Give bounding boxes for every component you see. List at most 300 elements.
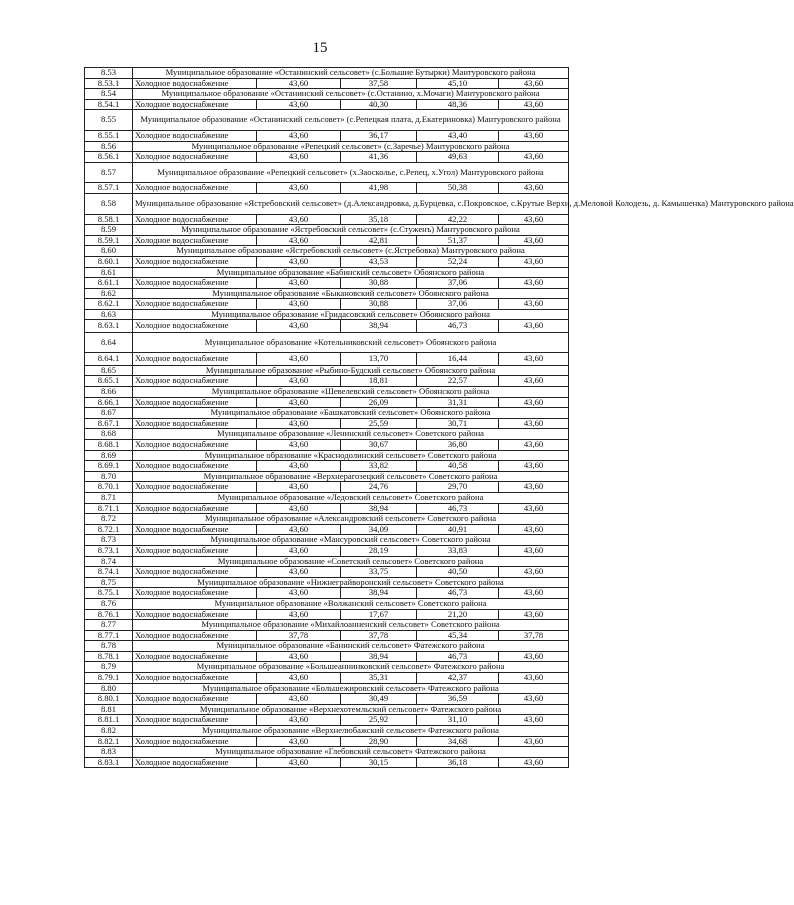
tariff-value-2: 25,59 [341,418,417,429]
tariff-value-1: 43,60 [257,736,341,747]
tariff-row [85,567,569,578]
row-number: 8.60 [85,246,133,257]
tariff-value-4: 43,60 [499,545,569,556]
row-number: 8.76 [85,598,133,609]
row-number: 8.66.1 [85,397,133,408]
row-number: 8.71 [85,492,133,503]
row-number: 8.55.1 [85,130,133,141]
tariff-value-1: 43,60 [257,320,341,332]
municipality-name: Муниципальное образование «Банинский сельсовет» Фатежского района [133,641,569,652]
row-number: 8.80.1 [85,694,133,705]
tariff-value-1: 43,60 [257,651,341,662]
tariff-row [85,256,569,267]
tariff-value-3: 22,57 [417,376,499,387]
municipality-row [85,246,569,257]
service-name: Холодное водоснабжение [133,757,257,768]
row-number: 8.82 [85,726,133,737]
tariff-value-4: 43,60 [499,214,569,225]
tariff-value-3: 45,34 [417,630,499,641]
municipality-row [85,387,569,398]
municipality-name: Муниципальное образование «Рыбино-Будский сельсовет» Обоянского района [133,365,569,376]
tariff-value-4: 43,60 [499,757,569,768]
row-number: 8.79 [85,662,133,673]
tariff-value-4: 43,60 [499,152,569,163]
tariff-value-4: 43,60 [499,440,569,451]
service-name: Холодное водоснабжение [133,78,257,89]
row-number: 8.83.1 [85,757,133,768]
tariff-value-4: 43,60 [499,567,569,578]
row-number: 8.78 [85,641,133,652]
row-number: 8.73.1 [85,545,133,556]
tariff-value-2: 28,90 [341,736,417,747]
service-name: Холодное водоснабжение [133,320,257,332]
tariff-value-3: 46,73 [417,588,499,599]
tariff-value-2: 38,94 [341,651,417,662]
service-name: Холодное водоснабжение [133,152,257,163]
tariff-row [85,673,569,684]
row-number: 8.72 [85,514,133,525]
tariff-value-4: 43,60 [499,418,569,429]
tariff-row [85,630,569,641]
tariff-row [85,353,569,365]
tariff-value-1: 43,60 [257,588,341,599]
tariff-value-3: 50,38 [417,183,499,194]
tariff-value-4: 43,60 [499,482,569,493]
service-name: Холодное водоснабжение [133,567,257,578]
tariff-value-2: 24,76 [341,482,417,493]
municipality-name: Муниципальное образование «Верхнехотемльский сельсовет» Фатежского района [133,704,569,715]
tariff-value-4: 43,60 [499,320,569,332]
row-number: 8.62 [85,288,133,299]
tariff-row [85,651,569,662]
tariff-value-2: 43,53 [341,256,417,267]
tariff-value-2: 26,09 [341,397,417,408]
tariff-value-3: 37,06 [417,299,499,310]
service-name: Холодное водоснабжение [133,256,257,267]
tariff-row [85,440,569,451]
row-number: 8.70.1 [85,482,133,493]
tariff-value-2: 30,67 [341,440,417,451]
service-name: Холодное водоснабжение [133,630,257,641]
row-number: 8.63.1 [85,320,133,332]
row-number: 8.77 [85,620,133,631]
municipality-name: Муниципальное образование «Башкатовский сельсовет» Обоянского района [133,408,569,419]
service-name: Холодное водоснабжение [133,482,257,493]
service-name: Холодное водоснабжение [133,214,257,225]
municipality-name: Муниципальное образование «Верхнерагозецкий сельсовет» Советского района [133,471,569,482]
municipality-name: Муниципальное образование «Краснодолинский сельсовет» Советского района [133,450,569,461]
service-name: Холодное водоснабжение [133,524,257,535]
tariff-value-1: 37,78 [257,630,341,641]
tariff-value-1: 43,60 [257,235,341,246]
service-name: Холодное водоснабжение [133,278,257,289]
municipality-row [85,408,569,419]
service-name: Холодное водоснабжение [133,440,257,451]
row-number: 8.56.1 [85,152,133,163]
tariff-value-3: 51,37 [417,235,499,246]
tariff-value-1: 43,60 [257,214,341,225]
tariff-value-1: 43,60 [257,524,341,535]
tariff-value-3: 52,24 [417,256,499,267]
service-name: Холодное водоснабжение [133,235,257,246]
tariff-row [85,376,569,387]
tariff-value-1: 43,60 [257,503,341,514]
service-name: Холодное водоснабжение [133,461,257,472]
service-name: Холодное водоснабжение [133,651,257,662]
service-name: Холодное водоснабжение [133,609,257,620]
row-number: 8.65 [85,365,133,376]
tariff-value-3: 36,80 [417,440,499,451]
row-number: 8.69.1 [85,461,133,472]
municipality-name: Муниципальное образование «Останинский сельсовет» (с.Останино, х.Мочаги) Мантуровского района [133,89,569,100]
tariff-row [85,524,569,535]
municipality-row [85,193,569,214]
tariff-row [85,715,569,726]
tariff-value-3: 40,50 [417,567,499,578]
row-number: 8.71.1 [85,503,133,514]
tariff-value-1: 43,60 [257,418,341,429]
page-number: 15 [312,40,328,56]
municipality-name: Муниципальное образование «Большежировский сельсовет» Фатежского района [133,683,569,694]
tariff-value-4: 37,78 [499,630,569,641]
row-number: 8.79.1 [85,673,133,684]
service-name: Холодное водоснабжение [133,588,257,599]
row-number: 8.78.1 [85,651,133,662]
tariff-value-3: 31,31 [417,397,499,408]
tariff-value-2: 18,81 [341,376,417,387]
tariff-value-3: 34,68 [417,736,499,747]
service-name: Холодное водоснабжение [133,694,257,705]
tariff-value-1: 43,60 [257,130,341,141]
tariff-row [85,320,569,332]
tariff-value-2: 33,82 [341,461,417,472]
tariff-value-4: 43,60 [499,256,569,267]
tariff-value-3: 36,59 [417,694,499,705]
tariff-value-2: 33,75 [341,567,417,578]
row-number: 8.74.1 [85,567,133,578]
tariff-value-3: 40,58 [417,461,499,472]
tariff-value-4: 43,60 [499,694,569,705]
tariff-value-2: 41,98 [341,183,417,194]
tariff-row [85,545,569,556]
tariff-value-2: 25,92 [341,715,417,726]
tariff-row [85,503,569,514]
municipality-name: Муниципальное образование «Верхнелюбажский сельсовет» Фатежского района [133,726,569,737]
municipality-name: Муниципальное образование «Ленинский сельсовет» Советского района [133,429,569,440]
municipality-name: Муниципальное образование «Котельниковский сельсовет» Обоянского района [133,332,569,353]
tariff-value-2: 37,78 [341,630,417,641]
tariff-value-2: 37,58 [341,78,417,89]
tariff-value-2: 30,15 [341,757,417,768]
row-number: 8.64 [85,332,133,353]
tariff-value-2: 38,94 [341,320,417,332]
tariff-value-3: 46,73 [417,651,499,662]
tariff-row [85,694,569,705]
tariff-value-4: 43,60 [499,715,569,726]
tariff-value-3: 46,73 [417,503,499,514]
row-number: 8.55 [85,110,133,131]
row-number: 8.62.1 [85,299,133,310]
tariff-value-3: 40,91 [417,524,499,535]
municipality-row [85,662,569,673]
tariff-value-3: 42,22 [417,214,499,225]
tariff-value-1: 43,60 [257,256,341,267]
row-number: 8.68.1 [85,440,133,451]
tariff-value-3: 31,10 [417,715,499,726]
row-number: 8.81.1 [85,715,133,726]
municipality-row [85,309,569,320]
service-name: Холодное водоснабжение [133,715,257,726]
municipality-name: Муниципальное образование «Большеаннинковский сельсовет» Фатежского района [133,662,569,673]
row-number: 8.69 [85,450,133,461]
row-number: 8.77.1 [85,630,133,641]
row-number: 8.74 [85,556,133,567]
tariff-value-1: 43,60 [257,715,341,726]
row-number: 8.66 [85,387,133,398]
service-name: Холодное водоснабжение [133,299,257,310]
tariff-row [85,461,569,472]
tariff-row [85,736,569,747]
tariff-value-1: 43,60 [257,461,341,472]
tariff-row [85,609,569,620]
tariff-row [85,418,569,429]
service-name: Холодное водоснабжение [133,130,257,141]
row-number: 8.61 [85,267,133,278]
municipality-name: Муниципальное образование «Советский сельсовет» Советского района [133,556,569,567]
tariff-value-2: 42,81 [341,235,417,246]
municipality-name: Муниципальное образование «Александровский сельсовет» Советского района [133,514,569,525]
tariff-value-1: 43,60 [257,299,341,310]
municipality-row [85,225,569,236]
tariff-value-3: 48,36 [417,99,499,110]
tariff-value-4: 43,60 [499,183,569,194]
municipality-row [85,683,569,694]
tariff-value-4: 43,60 [499,278,569,289]
tariff-value-3: 37,06 [417,278,499,289]
service-name: Холодное водоснабжение [133,503,257,514]
tariff-value-3: 45,10 [417,78,499,89]
tariff-value-2: 38,94 [341,503,417,514]
row-number: 8.58.1 [85,214,133,225]
tariff-value-1: 43,60 [257,757,341,768]
municipality-name: Муниципальное образование «Репецкий сельсовет» (х.Заосколье, с.Репец, х.Угол) Мантуровского района [133,162,569,183]
service-name: Холодное водоснабжение [133,545,257,556]
tariff-value-4: 43,60 [499,235,569,246]
tariff-value-4: 43,60 [499,78,569,89]
service-name: Холодное водоснабжение [133,376,257,387]
municipality-name: Муниципальное образование «Ледовский сельсовет» Советского района [133,492,569,503]
row-number: 8.57 [85,162,133,183]
tariff-value-2: 17,67 [341,609,417,620]
tariff-value-2: 35,18 [341,214,417,225]
tariff-value-4: 43,60 [499,736,569,747]
tariff-row [85,278,569,289]
tariff-value-1: 43,60 [257,353,341,365]
tariff-value-2: 38,94 [341,588,417,599]
municipality-row [85,429,569,440]
tariff-value-4: 43,60 [499,673,569,684]
row-number: 8.65.1 [85,376,133,387]
municipality-name: Муниципальное образование «Глебовский сельсовет» Фатежского района [133,747,569,758]
tariff-row [85,99,569,110]
municipality-name: Муниципальное образование «Гридасовский сельсовет» Обоянского района [133,309,569,320]
service-name: Холодное водоснабжение [133,397,257,408]
municipality-row [85,141,569,152]
municipality-name: Муниципальное образование «Быкановский сельсовет» Обоянского района [133,288,569,299]
municipality-row [85,620,569,631]
tariff-value-3: 16,44 [417,353,499,365]
tariff-value-4: 43,60 [499,461,569,472]
municipality-row [85,89,569,100]
municipality-row [85,726,569,737]
municipality-row [85,68,569,79]
row-number: 8.61.1 [85,278,133,289]
tariff-value-4: 43,60 [499,524,569,535]
tariff-row [85,299,569,310]
tariff-value-2: 30,49 [341,694,417,705]
municipality-name: Муниципальное образование «Ястребовский сельсовет» (с.Ястребовка) Мантуровского района [133,246,569,257]
municipality-row [85,598,569,609]
municipality-row [85,535,569,546]
tariff-row [85,78,569,89]
tariff-value-1: 43,60 [257,278,341,289]
municipality-row [85,747,569,758]
row-number: 8.72.1 [85,524,133,535]
municipality-name: Муниципальное образование «Останинский сельсовет» (с.Репецкая плата, д.Екатериновка) Мантуровского района [133,110,569,131]
row-number: 8.58 [85,193,133,214]
tariff-value-2: 34,09 [341,524,417,535]
tariff-row [85,588,569,599]
municipality-row [85,288,569,299]
tariff-value-4: 43,60 [499,503,569,514]
row-number: 8.54 [85,89,133,100]
row-number: 8.75 [85,577,133,588]
municipality-row [85,267,569,278]
tariff-value-3: 30,71 [417,418,499,429]
tariff-value-3: 36,18 [417,757,499,768]
tariff-value-1: 43,60 [257,99,341,110]
tariff-row [85,183,569,194]
tariff-value-2: 30,88 [341,299,417,310]
row-number: 8.73 [85,535,133,546]
tariff-value-3: 49,63 [417,152,499,163]
tariff-value-1: 43,60 [257,376,341,387]
tariff-value-2: 28,19 [341,545,417,556]
municipality-name: Муниципальное образование «Шевелевский сельсовет» Обоянского района [133,387,569,398]
tariff-row [85,397,569,408]
tariff-value-3: 46,73 [417,320,499,332]
municipality-row [85,577,569,588]
tariff-value-1: 43,60 [257,482,341,493]
tariff-value-3: 29,70 [417,482,499,493]
tariff-value-4: 43,60 [499,130,569,141]
municipality-name: Муниципальное образование «Нижнеграйворонский сельсовет» Советского района [133,577,569,588]
municipality-name: Муниципальное образование «Михайлоанненский сельсовет» Советского района [133,620,569,631]
tariff-value-3: 43,40 [417,130,499,141]
row-number: 8.82.1 [85,736,133,747]
row-number: 8.68 [85,429,133,440]
tariff-row [85,130,569,141]
municipality-row [85,110,569,131]
municipality-name: Муниципальное образование «Ястребовский сельсовет» (д.Александровка, д.Бурцевка, с.Покровское, с.Крутые Верхи, д.Меловой Колодезь, д. Камышенка) Мантуровского района [133,193,569,214]
municipality-name: Муниципальное образование «Останинский сельсовет» (с.Большие Бутырки) Мантуровского района [133,68,569,79]
tariff-value-1: 43,60 [257,609,341,620]
tariff-value-1: 43,60 [257,673,341,684]
tariff-value-1: 43,60 [257,567,341,578]
row-number: 8.70 [85,471,133,482]
municipality-row [85,492,569,503]
tariff-value-3: 21,20 [417,609,499,620]
tariff-value-4: 43,60 [499,609,569,620]
service-name: Холодное водоснабжение [133,673,257,684]
row-number: 8.56 [85,141,133,152]
municipality-name: Муниципальное образование «Волжанский сельсовет» Советского района [133,598,569,609]
row-number: 8.53.1 [85,78,133,89]
tariff-row [85,152,569,163]
row-number: 8.64.1 [85,353,133,365]
municipality-row [85,471,569,482]
row-number: 8.67.1 [85,418,133,429]
tariff-value-3: 33,83 [417,545,499,556]
tariff-row [85,214,569,225]
tariff-value-3: 42,37 [417,673,499,684]
service-name: Холодное водоснабжение [133,99,257,110]
municipality-name: Муниципальное образование «Бабинский сельсовет» Обоянского района [133,267,569,278]
tariff-table-body [85,67,794,768]
municipality-row [85,704,569,715]
service-name: Холодное водоснабжение [133,353,257,365]
row-number: 8.81 [85,704,133,715]
municipality-row [85,365,569,376]
tariff-table [84,67,794,768]
municipality-row [85,556,569,567]
row-number: 8.53 [85,68,133,79]
municipality-row [85,641,569,652]
tariff-row [85,482,569,493]
municipality-name: Муниципальное образование «Мансуровский сельсовет» Советского района [133,535,569,546]
tariff-value-1: 43,60 [257,152,341,163]
row-number: 8.59 [85,225,133,236]
tariff-value-2: 35,31 [341,673,417,684]
row-number: 8.80 [85,683,133,694]
tariff-value-4: 43,60 [499,99,569,110]
tariff-value-2: 30,88 [341,278,417,289]
row-number: 8.75.1 [85,588,133,599]
tariff-value-4: 43,60 [499,588,569,599]
tariff-value-4: 43,60 [499,397,569,408]
tariff-value-1: 43,60 [257,78,341,89]
tariff-row [85,757,569,768]
municipality-row [85,332,569,353]
service-name: Холодное водоснабжение [133,736,257,747]
municipality-row [85,450,569,461]
tariff-value-1: 43,60 [257,694,341,705]
row-number: 8.63 [85,309,133,320]
row-number: 8.67 [85,408,133,419]
tariff-value-4: 43,60 [499,651,569,662]
municipality-name: Муниципальное образование «Ястребовский сельсовет» (с.Стуженъ) Мантуровского района [133,225,569,236]
municipality-row [85,514,569,525]
tariff-value-4: 43,60 [499,376,569,387]
row-number: 8.60.1 [85,256,133,267]
row-number: 8.59.1 [85,235,133,246]
tariff-value-1: 43,60 [257,440,341,451]
tariff-value-4: 43,60 [499,299,569,310]
tariff-value-2: 40,30 [341,99,417,110]
row-number: 8.54.1 [85,99,133,110]
municipality-row [85,162,569,183]
tariff-value-1: 43,60 [257,545,341,556]
